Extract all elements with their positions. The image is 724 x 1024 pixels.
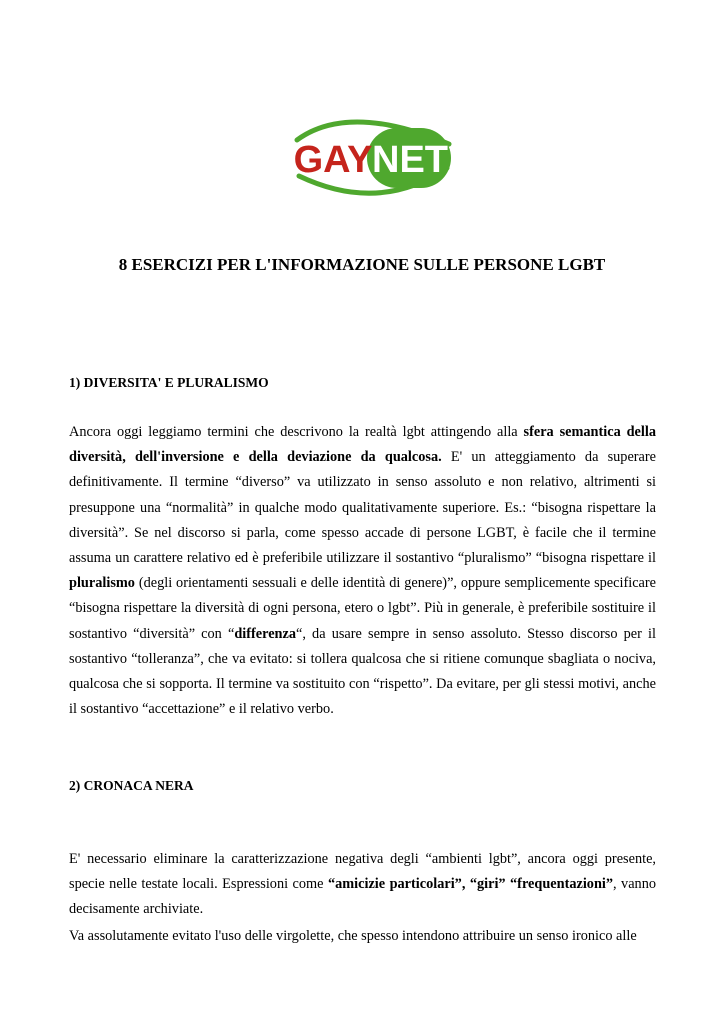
logo-text-net: NET [372,139,448,181]
section-paragraph-1 [69,420,656,722]
section-paragraph-3: Va assolutamente evitato l'uso delle virgolette, che spesso intendono attribuire un senso ironico alle [69,928,637,944]
bold-run: “amicizie particolari”, “giri” “frequentazioni” [327,876,614,893]
text-run: (degli orientamenti sessuali e delle identità di genere)”, oppure semplicemente specificare “bisogna rispettare la diversità di ogni persona, etero o lgbt”. Più in generale, è preferibile sostituire il sostantivo “diversità” con “ [69,575,656,642]
text-run: , vanno decisamente archiviate. [69,876,656,918]
bold-run: sfera semantica della diversità, dell'inversione e della deviazione da qualcosa. [69,424,656,466]
section-heading-1: 1) DIVERSITA' E PLURALISMO [69,375,269,390]
gaynet-logo [289,110,457,206]
text-run: E' un atteggiamento da superare definitivamente. Il termine “diverso” va utilizzato in senso assoluto e non relativo, altrimenti si presuppone una “normalità” in qualche modo qualitativamente superiore. Es.: “bisogna rispettare la diversità”. Se nel discorso si parla, come spesso accade di persone LGBT, è facile che il termine assuma un carattere relativo ed è preferibile utilizzare il sostantivo “pluralismo” “bisogna rispettare il [69,449,656,567]
text-run: Ancora oggi leggiamo termini che descrivono la realtà lgbt attingendo alla [69,424,524,440]
text-run: E' necessario eliminare la caratterizzazione negativa degli “ambienti lgbt”, ancora oggi presente, specie nelle testate locali. Espressioni come [69,851,656,893]
document-title: 8 ESERCIZI PER L'INFORMAZIONE SULLE PERSONE LGBT [118,255,606,274]
bold-run: differenza [234,625,296,642]
logo-text-gay: GAY [293,139,373,181]
text-run: “, da usare sempre in senso assoluto. Stesso discorso per il sostantivo “tolleranza”, che va evitato: si tollera qualcosa che si ritiene comunque sbagliata o nociva, qualcosa che si sopporta. Il termine va sostituito con “rispetto”. Da evitare, per gli stessi motivi, anche il sostantivo “accettazione” e il relativo verbo. [69,625,656,718]
bold-run: pluralismo [69,575,135,592]
section-paragraph-2 [69,847,656,923]
section-heading-2: 2) CRONACA NERA [69,778,194,793]
